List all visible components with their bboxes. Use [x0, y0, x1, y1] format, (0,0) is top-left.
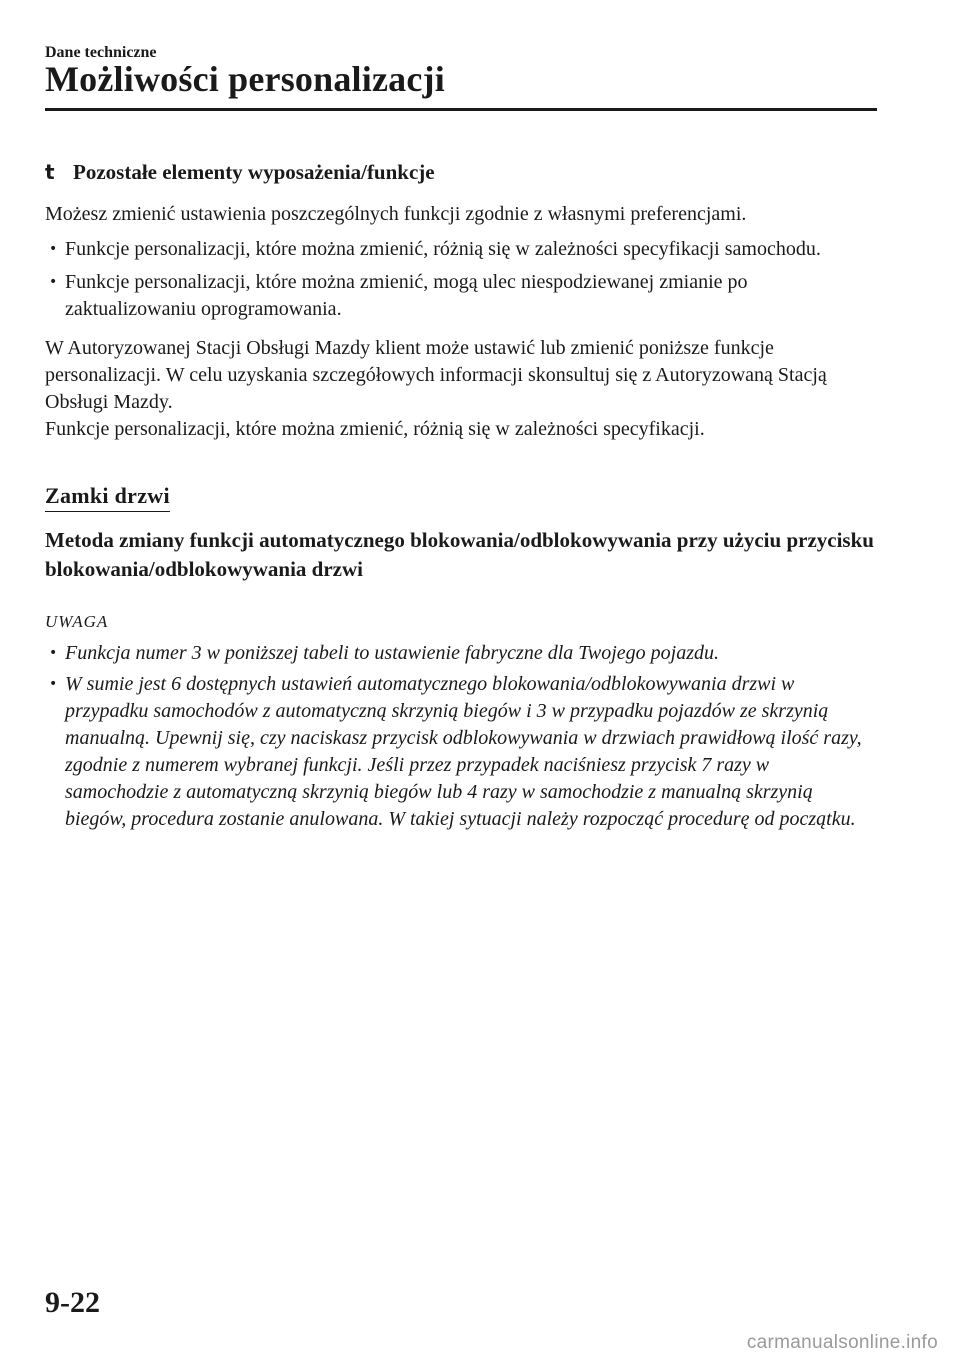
dealer-paragraph: W Autoryzowanej Stacji Obsługi Mazdy klient może ustawić lub zmienić poniższe funkcje personalizacji. W celu uzyskania szczegółowych informacji skonsultuj się z Autoryzowaną Stacją Obsługi Mazdy. — [45, 337, 827, 413]
list-item — [45, 640, 875, 667]
list-item — [45, 236, 875, 263]
note-label: UWAGA — [45, 612, 109, 631]
doors-heading: Zamki drzwi — [45, 483, 170, 512]
section-label: Dane techniczne — [45, 44, 157, 61]
method-heading: Metoda zmiany funkcji automatycznego blokowania/odblokowywania przy użyciu przycisku blokowania/odblokowywania drzwi — [45, 528, 874, 581]
dealer-info-block — [45, 335, 875, 443]
subsection-title: Pozostałe elementy wyposażenia/funkcje — [73, 160, 435, 184]
bullet-icon: • — [49, 676, 58, 692]
list-item-text: W sumie jest 6 dostępnych ustawień automatycznego blokowania/odblokowywania drzwi w przypadku samochodów z automatyczną skrzynią biegów i 3 w przypadku pojazdów ze skrzynią manualną. Upewnij się, czy naciskasz przycisk odblokowywania w drzwiach prawidłową ilość razy, zgodnie z numerem wybranej funkcji. Jeśli przez przypadek naciśniesz przycisk 7 razy w samochodzie z automatyczną skrzynią biegów lub 4 razy w samochodzie z manualną skrzynią biegów, procedura zostanie anulowana. W takiej sytuacji należy rozpocząć procedurę od początku. — [65, 673, 862, 830]
list-item — [45, 671, 875, 833]
intro-paragraph: Możesz zmienić ustawienia poszczególnych funkcji zgodnie z własnymi preferencjami. — [45, 203, 747, 225]
bullet-icon: • — [49, 241, 58, 257]
page-number: 9-22 — [45, 1286, 100, 1319]
note-list — [45, 640, 875, 833]
watermark: carmanualsonline.info — [746, 1332, 938, 1353]
page-title: Możliwości personalizacji — [45, 59, 445, 99]
page-content — [45, 160, 875, 837]
bullet-icon: • — [49, 645, 58, 661]
bullet-icon: • — [49, 274, 58, 290]
subsection-marker-icon: t — [45, 160, 55, 184]
subsection-heading — [45, 160, 875, 185]
list-item — [45, 269, 875, 323]
list-item-text: Funkcje personalizacji, które można zmienić, różnią się w zależności specyfikacji samochodu. — [65, 238, 821, 260]
spec-note-paragraph: Funkcje personalizacji, które można zmienić, różnią się w zależności specyfikacji. — [45, 418, 705, 440]
title-divider — [45, 108, 877, 111]
list-item-text: Funkcja numer 3 w poniższej tabeli to ustawienie fabryczne dla Twojego pojazdu. — [65, 642, 720, 664]
spec-bullet-list — [45, 236, 875, 323]
list-item-text: Funkcje personalizacji, które można zmienić, mogą ulec niespodziewanej zmianie po zaktualizowaniu oprogramowania. — [65, 271, 748, 320]
